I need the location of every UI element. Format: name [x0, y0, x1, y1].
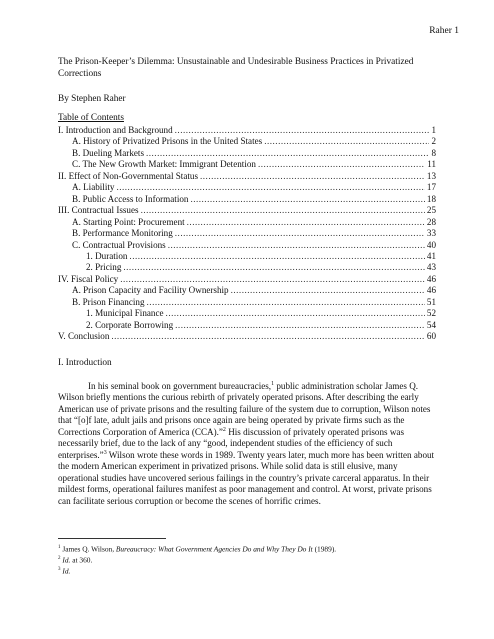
toc-dot-leader	[168, 240, 425, 251]
toc-entry-page: 1	[431, 125, 436, 135]
toc-entry-page: 54	[426, 319, 436, 330]
toc-entry-label: B. Prison Financing	[72, 296, 145, 307]
toc-dot-leader	[141, 205, 425, 216]
footnote-3-number: 3	[58, 567, 61, 573]
toc-entry[interactable]	[58, 228, 436, 239]
toc-entry[interactable]	[58, 125, 436, 136]
footnote-ref-2[interactable]: 2	[222, 426, 226, 433]
body-paragraph	[58, 381, 436, 507]
toc-entry-label: A. History of Privatized Prisons in the United States	[72, 136, 263, 147]
toc-entry-page: 46	[426, 273, 436, 284]
toc-entry-label: A. Prison Capacity and Facility Ownership	[72, 285, 229, 296]
toc-entry[interactable]	[58, 320, 436, 331]
toc-entry-label: B. Performance Monitoring	[72, 228, 173, 239]
toc-entry-page: 17	[426, 182, 436, 193]
toc-entry-label: 1. Municipal Finance	[86, 308, 164, 319]
toc-dot-leader	[258, 159, 425, 170]
toc-entry[interactable]	[58, 297, 436, 308]
toc-entry[interactable]	[58, 262, 436, 273]
footnote-1-tail: (1989).	[312, 544, 337, 554]
toc-entry-page: 40	[426, 239, 436, 250]
toc-entry[interactable]	[58, 136, 436, 147]
footnote-1	[58, 543, 438, 554]
footnote-2	[58, 554, 438, 565]
toc-dot-leader	[129, 251, 424, 262]
toc-entry-label: A. Starting Point: Procurement	[72, 216, 185, 227]
toc-heading: Table of Contents	[58, 113, 124, 123]
toc-entry-label: V. Conclusion	[58, 331, 110, 342]
toc-entry[interactable]	[58, 148, 436, 159]
footnote-divider	[58, 538, 166, 539]
toc-entry-page: 33	[426, 228, 436, 239]
footnote-ref-1[interactable]: 1	[271, 380, 275, 387]
toc-entry[interactable]	[58, 285, 436, 296]
toc-dot-leader	[146, 148, 429, 159]
toc-entry-label: III. Contractual Issues	[58, 205, 139, 216]
footnote-1-title: Bureaucracy: What Government Agencies Do and Why They Do It	[115, 544, 313, 554]
toc-dot-leader	[175, 125, 430, 136]
body-text-2: public administration scholar James Q. Wilson briefly mentions the curious rebirth of privately operated prisons. After describing the early American use of private prisons and the resulting failure of the system due to corruption, Wilson notes that “[o]f late, adult jails and prisons once again are being operated by private firms such as the Corrections Corporation of America (CCA).”	[58, 381, 431, 437]
toc-dot-leader	[166, 308, 425, 319]
toc-entry[interactable]	[58, 308, 436, 319]
toc-entry-label: B. Public Access to Information	[72, 193, 189, 204]
toc-entry-label: 2. Pricing	[86, 262, 122, 273]
toc-dot-leader	[175, 320, 425, 331]
toc-entry[interactable]	[58, 251, 436, 262]
toc-entry-page: 43	[426, 262, 436, 273]
toc-entry-page: 25	[426, 205, 436, 216]
toc-dot-leader	[120, 274, 425, 285]
toc-entry-page: 51	[426, 296, 436, 307]
table-of-contents	[58, 125, 436, 343]
body-text-3: His discussion of privately operated prisons was necessarily brief, due to the lack of any “good, independent studies of the efficiency of such enterprises.”	[58, 426, 404, 460]
toc-entry[interactable]	[58, 182, 436, 193]
toc-entry[interactable]	[58, 331, 436, 342]
footnote-1-number: 1	[58, 545, 61, 550]
toc-entry-label: A. Liability	[72, 182, 115, 193]
footnote-ref-3[interactable]: 3	[103, 449, 107, 456]
toc-dot-leader	[111, 331, 425, 342]
body-text-4: Wilson wrote these words in 1989. Twenty years later, much more has been written about the modern American experiment in privatized prisons. While solid data is still elusive, many operational studies have uncovered serious failings in the country’s private carceral apparatus. In their mildest forms, operational failures manifest as poor management and control. At worst, private prisons can facilitate serious corruption or become the scenes of horrific crimes.	[58, 449, 435, 506]
toc-dot-leader	[231, 285, 425, 296]
toc-entry-page: 11	[427, 159, 436, 170]
footnote-2-number: 2	[58, 556, 61, 562]
section-heading: I. Introduction	[58, 358, 112, 368]
toc-entry-page: 13	[426, 170, 436, 181]
toc-dot-leader	[123, 262, 425, 273]
toc-entry[interactable]	[58, 159, 436, 170]
footnote-2-tail: at 360.	[70, 555, 93, 565]
toc-entry-label: C. The New Growth Market: Immigrant Detention	[72, 159, 256, 170]
footnote-2-id: Id.	[62, 555, 71, 565]
toc-entry-page: 28	[426, 216, 436, 227]
footnote-3	[58, 565, 438, 576]
toc-dot-leader	[200, 171, 425, 182]
toc-entry-label: I. Introduction and Background	[58, 125, 173, 135]
toc-entry[interactable]	[58, 240, 436, 251]
toc-entry-label: IV. Fiscal Policy	[58, 273, 119, 284]
toc-entry[interactable]	[58, 171, 436, 182]
toc-dot-leader	[147, 297, 425, 308]
toc-entry-page: 8	[431, 147, 436, 158]
footnote-1-text: James Q. Wilson,	[60, 544, 116, 554]
toc-entry-page: 18	[426, 193, 436, 204]
running-head: Raher 1	[429, 26, 459, 36]
paper-title: The Prison-Keeper’s Dilemma: Unsustainable and Undesirable Business Practices in Privatized Corrections	[58, 57, 414, 79]
toc-entry-page: 41	[426, 250, 436, 261]
toc-dot-leader	[175, 228, 425, 239]
toc-entry-page: 60	[426, 331, 436, 342]
toc-entry[interactable]	[58, 194, 436, 205]
toc-entry-label: B. Dueling Markets	[72, 147, 144, 158]
toc-entry-label: C. Contractual Provisions	[72, 239, 166, 250]
author-line: By Stephen Raher	[58, 94, 126, 104]
toc-entry-page: 2	[431, 136, 436, 147]
toc-entry-label: 2. Corporate Borrowing	[86, 319, 174, 330]
footnotes	[58, 543, 438, 576]
toc-entry[interactable]	[58, 217, 436, 228]
footnote-3-id: Id.	[62, 566, 71, 576]
toc-entry[interactable]	[58, 274, 436, 285]
toc-dot-leader	[264, 136, 429, 147]
toc-dot-leader	[116, 182, 424, 193]
toc-entry-page: 52	[426, 308, 436, 319]
toc-entry-page: 46	[426, 285, 436, 296]
toc-dot-leader	[187, 217, 425, 228]
toc-entry-label: 1. Duration	[86, 250, 128, 261]
toc-entry[interactable]	[58, 205, 436, 216]
toc-entry-label: II. Effect of Non-Governmental Status	[58, 170, 198, 181]
body-text-1: In his seminal book on government bureaucracies,	[88, 381, 272, 391]
toc-dot-leader	[190, 194, 424, 205]
